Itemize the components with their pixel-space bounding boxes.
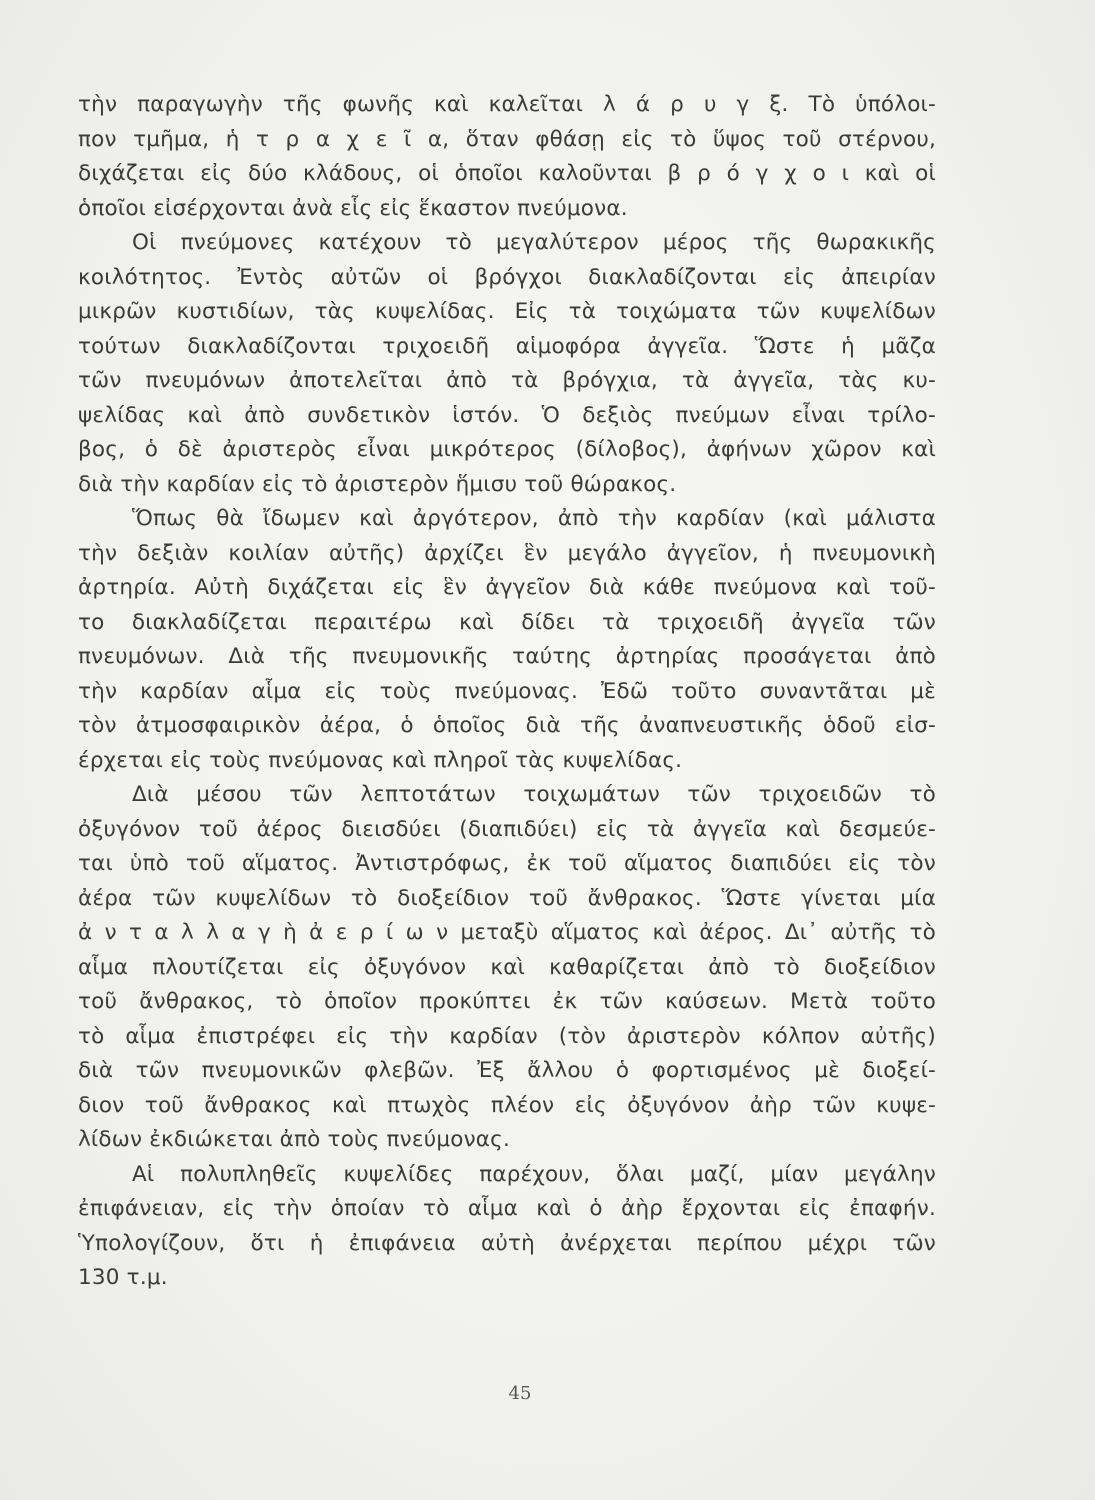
text-line: διον τοῦ ἄνθρακος καὶ πτωχὸς πλέον εἰς ὀξυγόνον ἀὴρ τῶν κυψε- bbox=[78, 1092, 936, 1118]
text-line: ἀέρα τῶν κυψελίδων τὸ διοξείδιον τοῦ ἄνθρακος. Ὥστε γίνεται μία bbox=[78, 885, 936, 911]
text-line: Αἱ πολυπληθεῖς κυψελίδες παρέχουν, ὅλαι μαζί, μίαν μεγάλην bbox=[132, 1161, 936, 1187]
text-line: τὴν παραγωγὴν τῆς φωνῆς καὶ καλεῖται λ ά ρ υ γ ξ. Τὸ ὑπόλοι- bbox=[78, 92, 936, 117]
text-line: διὰ τὴν καρδίαν εἰς τὸ ἀριστερὸν ἥμισυ τοῦ θώρακος. bbox=[78, 471, 677, 497]
text-line: Ὅπως θὰ ἴδωμεν καὶ ἀργότερον, ἀπὸ τὴν καρδίαν (καὶ μάλιστα bbox=[132, 506, 936, 531]
text-line: ὀξυγόνον τοῦ ἀέρος διεισδύει (διαπιδύει) εἰς τὰ ἀγγεῖα καὶ δεσμεύε- bbox=[78, 816, 936, 842]
text-line: πον τμῆμα, ἡ τ ρ α χ ε ῖ α, ὅταν φθάσῃ εἰς τὸ ὕψος τοῦ στέρνου, bbox=[78, 126, 936, 152]
body-text bbox=[78, 88, 936, 1296]
page-number: 45 bbox=[508, 1383, 532, 1404]
paragraph-2 bbox=[78, 226, 936, 502]
text-line: βος, ὁ δὲ ἀριστερὸς εἶναι μικρότερος (δίλοβος), ἀφήνων χῶρον καὶ bbox=[78, 437, 936, 462]
paragraph-1 bbox=[78, 88, 936, 226]
text-line: ται ὑπὸ τοῦ αἵματος. Ἀντιστρόφως, ἐκ τοῦ αἵματος διαπιδύει εἰς τὸν bbox=[78, 851, 936, 876]
text-line: ψελίδας καὶ ἀπὸ συνδετικὸν ἱστόν. Ὁ δεξιὸς πνεύμων εἶναι τρίλο- bbox=[78, 402, 936, 428]
text-line: διχάζεται εἰς δύο κλάδους, οἱ ὁποῖοι καλοῦνται β ρ ό γ χ ο ι καὶ οἱ bbox=[78, 161, 936, 186]
text-line: τούτων διακλαδίζονται τριχοειδῆ αἱμοφόρα ἀγγεῖα. Ὥστε ἡ μᾶζα bbox=[78, 333, 936, 359]
text-line: αἷμα πλουτίζεται εἰς ὀξυγόνον καὶ καθαρίζεται ἀπὸ τὸ διοξείδιον bbox=[78, 954, 936, 980]
text-line: τὸ αἷμα ἐπιστρέφει εἰς τὴν καρδίαν (τὸν ἀριστερὸν κόλπον αὐτῆς) bbox=[78, 1023, 936, 1049]
text-line: ἀ ν τ α λ λ α γ ὴ ἀ ε ρ ί ω ν μεταξὺ αἵματος καὶ ἀέρος. Δι᾽ αὐτῆς τὸ bbox=[78, 920, 936, 945]
text-line: τοῦ ἄνθρακος, τὸ ὁποῖον προκύπτει ἐκ τῶν καύσεων. Μετὰ τοῦτο bbox=[78, 989, 936, 1014]
text-line: κοιλότητος. Ἐντὸς αὐτῶν οἱ βρόγχοι διακλαδίζονται εἰς ἀπειρίαν bbox=[78, 264, 936, 290]
paragraph-4 bbox=[78, 778, 936, 1158]
text-line: 130 τ.μ. bbox=[78, 1265, 168, 1290]
text-line: τῶν πνευμόνων ἀποτελεῖται ἀπὸ τὰ βρόγχια, τὰ ἀγγεῖα, τὰς κυ- bbox=[78, 368, 936, 393]
paragraph-5 bbox=[78, 1158, 936, 1296]
text-line: ἐπιφάνειαν, εἰς τὴν ὁποίαν τὸ αἷμα καὶ ὁ ἀὴρ ἔρχονται εἰς ἐπαφήν. bbox=[78, 1196, 936, 1221]
text-line: Ὑπολογίζουν, ὅτι ἡ ἐπιφάνεια αὐτὴ ἀνέρχεται περίπου μέχρι τῶν bbox=[78, 1230, 936, 1256]
text-line: μικρῶν κυστιδίων, τὰς κυψελίδας. Εἰς τὰ τοιχώματα τῶν κυψελίδων bbox=[78, 299, 936, 324]
text-line: λίδων ἐκδιώκεται ἀπὸ τοὺς πνεύμονας. bbox=[78, 1127, 511, 1152]
text-line: ἀρτηρία. Αὐτὴ διχάζεται εἰς ἓν ἀγγεῖον διὰ κάθε πνεύμονα καὶ τοῦ- bbox=[78, 575, 936, 600]
text-line: έρχεται εἰς τοὺς πνεύμονας καὶ πληροῖ τὰς κυψελίδας. bbox=[78, 747, 683, 773]
text-line: τὴν δεξιὰν κοιλίαν αὐτῆς) ἀρχίζει ἓν μεγάλο ἀγγεῖον, ἡ πνευμονικὴ bbox=[78, 540, 936, 566]
text-line: Οἱ πνεύμονες κατέχουν τὸ μεγαλύτερον μέρος τῆς θωρακικῆς bbox=[132, 230, 936, 255]
text-line: ὁποῖοι εἰσέρχονται ἀνὰ εἷς εἰς ἕκαστον πνεύμονα. bbox=[78, 195, 628, 221]
text-line: Διὰ μέσου τῶν λεπτοτάτων τοιχωμάτων τῶν τριχοειδῶν τὸ bbox=[132, 782, 936, 807]
text-line: το διακλαδίζεται περαιτέρω καὶ δίδει τὰ τριχοειδῆ ἀγγεῖα τῶν bbox=[78, 609, 936, 635]
paragraph-3 bbox=[78, 502, 936, 778]
text-line: διὰ τῶν πνευμονικῶν φλεβῶν. Ἐξ ἄλλου ὁ φορτισμένος μὲ διοξεί- bbox=[78, 1058, 936, 1083]
text-line: πνευμόνων. Διὰ τῆς πνευμονικῆς ταύτης ἀρτηρίας προσάγεται ἀπὸ bbox=[78, 644, 936, 669]
text-line: τὴν καρδίαν αἷμα εἰς τοὺς πνεύμονας. Ἐδῶ τοῦτο συναντᾶται μὲ bbox=[78, 678, 936, 704]
text-line: τὸν ἀτμοσφαιρικὸν ἀέρα, ὁ ὁποῖος διὰ τῆς ἀναπνευστικῆς ὁδοῦ εἰσ- bbox=[78, 713, 936, 738]
